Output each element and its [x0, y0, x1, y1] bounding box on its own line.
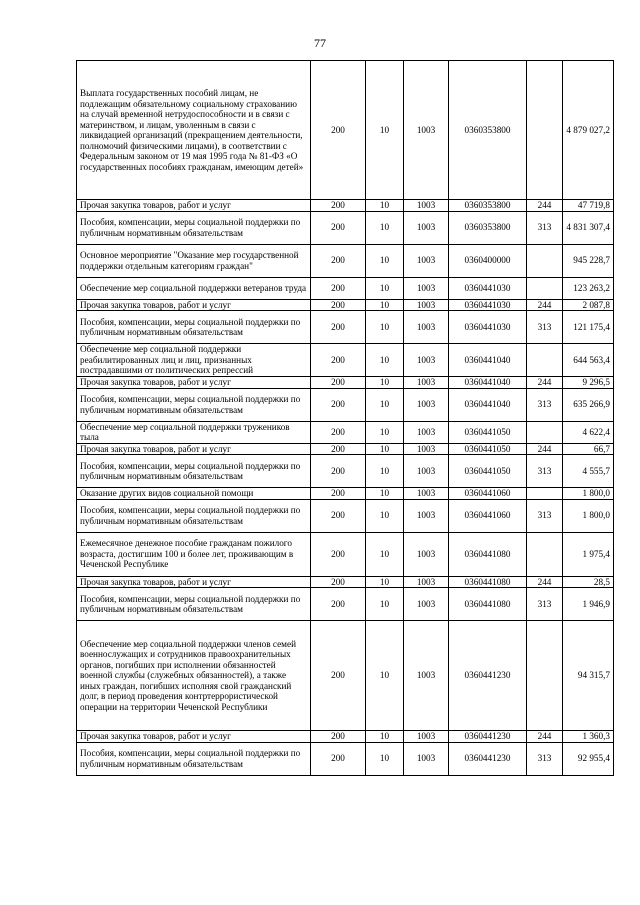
budget-item-name: Пособия, компенсации, меры социальной поддержки по публичным нормативным обязательствам: [77, 211, 311, 244]
budget-item-name: Пособия, компенсации, меры социальной поддержки по публичным нормативным обязательствам: [77, 311, 311, 344]
table-row: [77, 742, 614, 775]
budget-table-body: [77, 61, 614, 776]
section-code: 10: [366, 621, 404, 731]
expense-type-code: [527, 621, 563, 731]
table-row: [77, 61, 614, 200]
section-code: 10: [366, 277, 404, 299]
amount: 2 087,8: [563, 299, 614, 311]
budget-item-name: Прочая закупка товаров, работ и услуг: [77, 299, 311, 311]
table-row: [77, 388, 614, 421]
table-row: [77, 532, 614, 576]
table-row: [77, 499, 614, 532]
section-code: 10: [366, 421, 404, 443]
target-article-code: 0360441230: [449, 621, 527, 731]
budget-item-name: Обеспечение мер социальной поддержки ветеранов труда: [77, 277, 311, 299]
amount: 1 800,0: [563, 488, 614, 500]
amount: 1 975,4: [563, 532, 614, 576]
ministry-code: 200: [311, 61, 366, 200]
target-article-code: 0360441030: [449, 277, 527, 299]
target-article-code: 0360441030: [449, 299, 527, 311]
target-article-code: 0360441080: [449, 588, 527, 621]
target-article-code: 0360400000: [449, 244, 527, 277]
amount: 4 622,4: [563, 421, 614, 443]
amount: 635 266,9: [563, 388, 614, 421]
subsection-code: 1003: [404, 211, 449, 244]
section-code: 10: [366, 299, 404, 311]
amount: 1 800,0: [563, 499, 614, 532]
expense-type-code: [527, 344, 563, 377]
target-article-code: 0360441080: [449, 576, 527, 588]
ministry-code: 200: [311, 443, 366, 455]
expense-type-code: [527, 421, 563, 443]
expense-type-code: [527, 532, 563, 576]
section-code: 10: [366, 499, 404, 532]
table-row: [77, 455, 614, 488]
section-code: 10: [366, 244, 404, 277]
target-article-code: 0360441060: [449, 488, 527, 500]
page-number: 77: [314, 36, 326, 50]
ministry-code: 200: [311, 344, 366, 377]
subsection-code: 1003: [404, 488, 449, 500]
budget-item-name: Ежемесячное денежное пособие гражданам пожилого возраста, достигшим 100 и более лет, проживающим в Чеченской Республике: [77, 532, 311, 576]
expense-type-code: 313: [527, 388, 563, 421]
section-code: 10: [366, 388, 404, 421]
amount: 4 555,7: [563, 455, 614, 488]
subsection-code: 1003: [404, 621, 449, 731]
amount: 121 175,4: [563, 311, 614, 344]
section-code: 10: [366, 377, 404, 389]
expense-type-code: [527, 277, 563, 299]
subsection-code: 1003: [404, 344, 449, 377]
table-row: [77, 576, 614, 588]
amount: 945 228,7: [563, 244, 614, 277]
budget-item-name: Прочая закупка товаров, работ и услуг: [77, 576, 311, 588]
amount: 92 955,4: [563, 742, 614, 775]
subsection-code: 1003: [404, 200, 449, 212]
expense-type-code: [527, 61, 563, 200]
subsection-code: 1003: [404, 576, 449, 588]
subsection-code: 1003: [404, 731, 449, 743]
budget-item-name: Обеспечение мер социальной поддержки тружеников тыла: [77, 421, 311, 443]
subsection-code: 1003: [404, 61, 449, 200]
target-article-code: 0360441050: [449, 443, 527, 455]
ministry-code: 200: [311, 488, 366, 500]
expense-type-code: 244: [527, 443, 563, 455]
ministry-code: 200: [311, 277, 366, 299]
target-article-code: 0360441230: [449, 742, 527, 775]
budget-item-name: Прочая закупка товаров, работ и услуг: [77, 443, 311, 455]
section-code: 10: [366, 488, 404, 500]
subsection-code: 1003: [404, 311, 449, 344]
budget-item-name: Пособия, компенсации, меры социальной поддержки по публичным нормативным обязательствам: [77, 499, 311, 532]
table-row: [77, 488, 614, 500]
subsection-code: 1003: [404, 377, 449, 389]
ministry-code: 200: [311, 588, 366, 621]
target-article-code: 0360353800: [449, 211, 527, 244]
target-article-code: 0360441050: [449, 455, 527, 488]
table-row: [77, 211, 614, 244]
target-article-code: 0360441050: [449, 421, 527, 443]
section-code: 10: [366, 588, 404, 621]
budget-item-name: Пособия, компенсации, меры социальной поддержки по публичным нормативным обязательствам: [77, 742, 311, 775]
expense-type-code: 313: [527, 211, 563, 244]
budget-item-name: Прочая закупка товаров, работ и услуг: [77, 377, 311, 389]
target-article-code: 0360441030: [449, 311, 527, 344]
budget-item-name: Прочая закупка товаров, работ и услуг: [77, 731, 311, 743]
ministry-code: 200: [311, 532, 366, 576]
target-article-code: 0360441040: [449, 388, 527, 421]
section-code: 10: [366, 443, 404, 455]
subsection-code: 1003: [404, 455, 449, 488]
section-code: 10: [366, 455, 404, 488]
target-article-code: 0360441230: [449, 731, 527, 743]
section-code: 10: [366, 742, 404, 775]
expense-type-code: [527, 244, 563, 277]
budget-table: [76, 60, 614, 776]
table-row: [77, 311, 614, 344]
amount: 4 831 307,4: [563, 211, 614, 244]
expense-type-code: 244: [527, 299, 563, 311]
subsection-code: 1003: [404, 532, 449, 576]
table-row: [77, 299, 614, 311]
amount: 1 946,9: [563, 588, 614, 621]
expense-type-code: 313: [527, 588, 563, 621]
expense-type-code: 313: [527, 499, 563, 532]
target-article-code: 0360441040: [449, 344, 527, 377]
budget-item-name: Прочая закупка товаров, работ и услуг: [77, 200, 311, 212]
amount: 94 315,7: [563, 621, 614, 731]
expense-type-code: 244: [527, 731, 563, 743]
ministry-code: 200: [311, 742, 366, 775]
table-row: [77, 344, 614, 377]
amount: 66,7: [563, 443, 614, 455]
target-article-code: 0360441060: [449, 499, 527, 532]
table-row: [77, 377, 614, 389]
target-article-code: 0360353800: [449, 200, 527, 212]
ministry-code: 200: [311, 377, 366, 389]
ministry-code: 200: [311, 499, 366, 532]
section-code: 10: [366, 731, 404, 743]
amount: 28,5: [563, 576, 614, 588]
expense-type-code: 313: [527, 742, 563, 775]
ministry-code: 200: [311, 244, 366, 277]
expense-type-code: 244: [527, 576, 563, 588]
expense-type-code: 244: [527, 200, 563, 212]
amount: 644 563,4: [563, 344, 614, 377]
ministry-code: 200: [311, 455, 366, 488]
ministry-code: 200: [311, 621, 366, 731]
ministry-code: 200: [311, 421, 366, 443]
section-code: 10: [366, 576, 404, 588]
expense-type-code: 313: [527, 311, 563, 344]
table-row: [77, 443, 614, 455]
budget-item-name: Оказание других видов социальной помощи: [77, 488, 311, 500]
table-row: [77, 731, 614, 743]
section-code: 10: [366, 200, 404, 212]
amount: 9 296,5: [563, 377, 614, 389]
expense-type-code: 244: [527, 377, 563, 389]
budget-item-name: Обеспечение мер социальной поддержки реабилитированных лиц и лиц, признанных пострадавшими от политических репрессий: [77, 344, 311, 377]
budget-item-name: Выплата государственных пособий лицам, не подлежащим обязательному социальному страхованию на случай временной нетрудоспособности и в связи с материнством, и лицам, уволенным в связи с ликвидацией организаций (прекращением деятельности, полномочий физическими лицами), в соответствии с Федеральным законом от 19 мая 1995 года № 81-ФЗ «О государственных пособиях гражданам, имеющим детей»: [77, 61, 311, 200]
subsection-code: 1003: [404, 421, 449, 443]
ministry-code: 200: [311, 311, 366, 344]
section-code: 10: [366, 532, 404, 576]
ministry-code: 200: [311, 388, 366, 421]
subsection-code: 1003: [404, 277, 449, 299]
section-code: 10: [366, 344, 404, 377]
ministry-code: 200: [311, 731, 366, 743]
subsection-code: 1003: [404, 299, 449, 311]
expense-type-code: [527, 488, 563, 500]
amount: 1 360,3: [563, 731, 614, 743]
amount: 47 719,8: [563, 200, 614, 212]
subsection-code: 1003: [404, 499, 449, 532]
ministry-code: 200: [311, 576, 366, 588]
budget-item-name: Пособия, компенсации, меры социальной поддержки по публичным нормативным обязательствам: [77, 388, 311, 421]
budget-item-name: Обеспечение мер социальной поддержки членов семей военнослужащих и сотрудников правоохранительных органов, погибших при исполнении обязанностей военной службы (служебных обязанностей), а также иных граждан, погибших исполняя свой гражданский долг, в период проведения контртеррористической операции на территории Чеченской Республики: [77, 621, 311, 731]
subsection-code: 1003: [404, 443, 449, 455]
expense-type-code: 313: [527, 455, 563, 488]
ministry-code: 200: [311, 200, 366, 212]
table-row: [77, 588, 614, 621]
table-row: [77, 621, 614, 731]
amount: 123 263,2: [563, 277, 614, 299]
target-article-code: 0360441040: [449, 377, 527, 389]
section-code: 10: [366, 211, 404, 244]
budget-item-name: Основное мероприятие "Оказание мер государственной поддержки отдельным категориям граждан": [77, 244, 311, 277]
section-code: 10: [366, 61, 404, 200]
subsection-code: 1003: [404, 388, 449, 421]
target-article-code: 0360441080: [449, 532, 527, 576]
table-row: [77, 200, 614, 212]
subsection-code: 1003: [404, 244, 449, 277]
table-row: [77, 421, 614, 443]
ministry-code: 200: [311, 299, 366, 311]
budget-item-name: Пособия, компенсации, меры социальной поддержки по публичным нормативным обязательствам: [77, 588, 311, 621]
ministry-code: 200: [311, 211, 366, 244]
target-article-code: 0360353800: [449, 61, 527, 200]
subsection-code: 1003: [404, 742, 449, 775]
subsection-code: 1003: [404, 588, 449, 621]
section-code: 10: [366, 311, 404, 344]
budget-item-name: Пособия, компенсации, меры социальной поддержки по публичным нормативным обязательствам: [77, 455, 311, 488]
table-row: [77, 244, 614, 277]
amount: 4 879 027,2: [563, 61, 614, 200]
table-row: [77, 277, 614, 299]
